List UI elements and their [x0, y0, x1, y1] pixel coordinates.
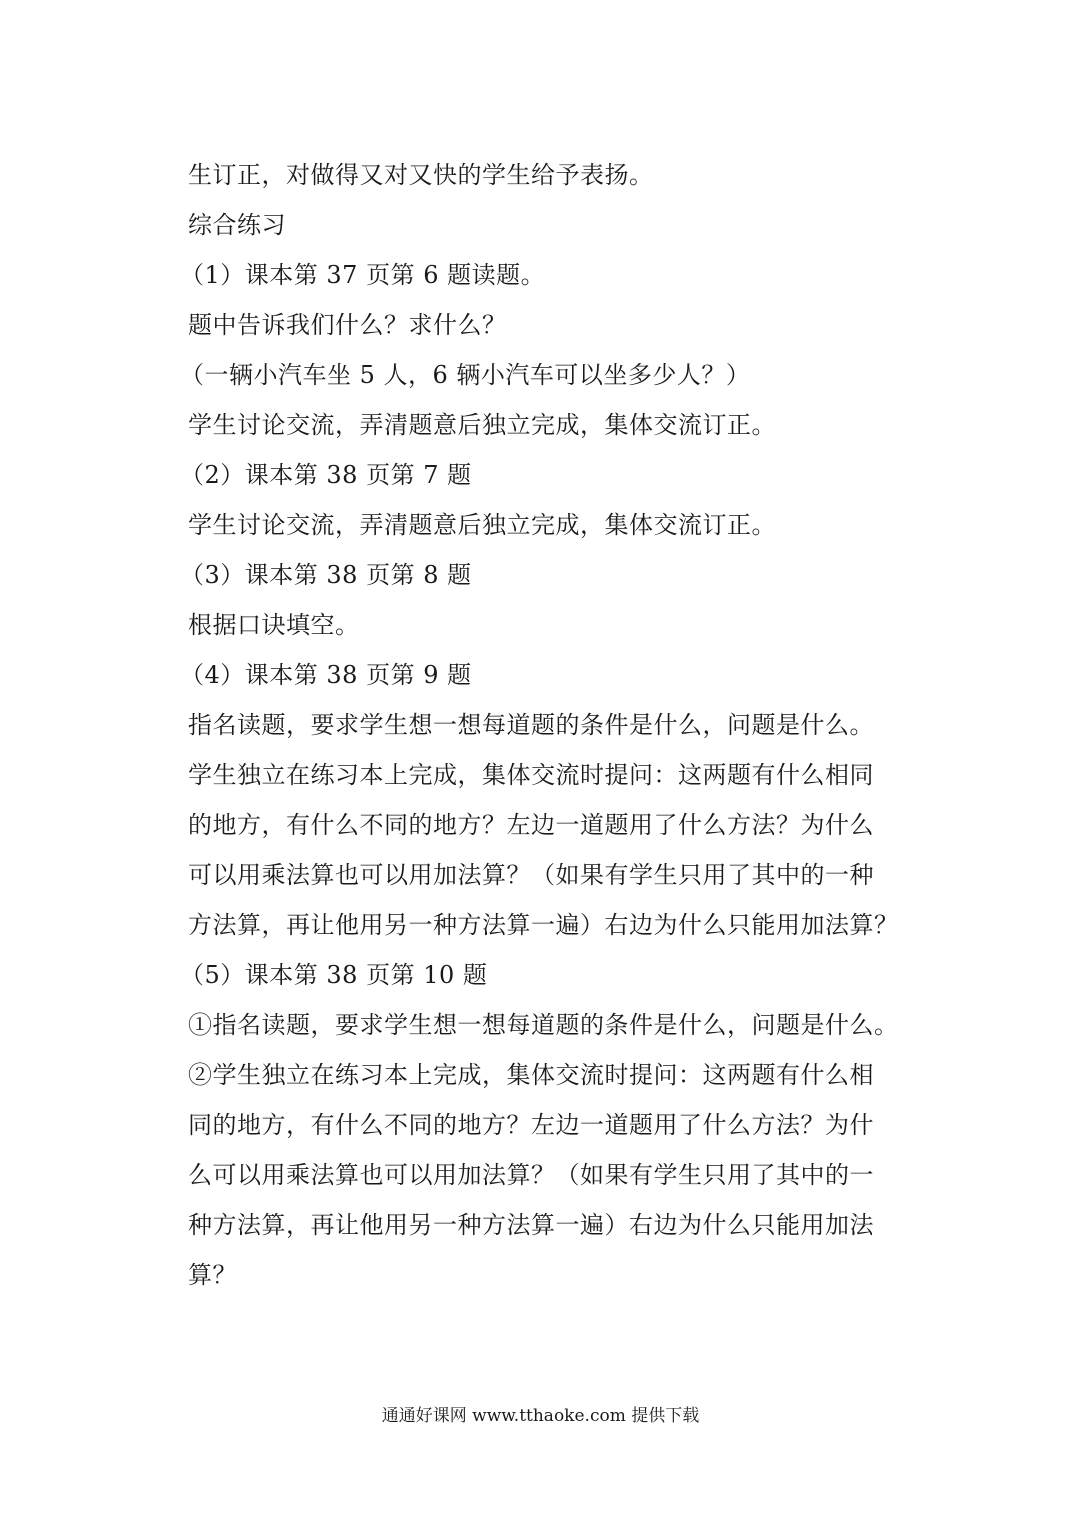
text-line: 学生讨论交流，弄清题意后独立完成，集体交流订正。 [188, 511, 776, 539]
document-body [180, 150, 908, 1300]
exercise-heading: （5）课本第 38 页第 10 题 [180, 961, 488, 989]
text-line: 的地方，有什么不同的地方？左边一道题用了什么方法？为什么 [188, 811, 874, 839]
text-line: 种方法算，再让他用另一种方法算一遍）右边为什么只能用加法 [188, 1211, 874, 1239]
text-line: 题中告诉我们什么？求什么？ [188, 311, 507, 339]
text-line: 根据口诀填空。 [188, 611, 360, 639]
page-footer: 通通好课网 www.tthaoke.com 提供下载 [381, 1406, 700, 1426]
text-line: 学生独立在练习本上完成，集体交流时提问：这两题有什么相同 [188, 761, 874, 789]
text-line: 方法算，再让他用另一种方法算一遍）右边为什么只能用加法算？ [188, 911, 899, 939]
text-line: （一辆小汽车坐 5 人，6 辆小汽车可以坐多少人？） [180, 361, 751, 389]
text-line: 指名读题，要求学生想一想每道题的条件是什么，问题是什么。 [188, 711, 874, 739]
exercise-heading: （4）课本第 38 页第 9 题 [180, 661, 472, 689]
text-line: 学生讨论交流，弄清题意后独立完成，集体交流订正。 [188, 411, 776, 439]
text-line: ①指名读题，要求学生想一想每道题的条件是什么，问题是什么。 [188, 1011, 899, 1039]
text-line: 可以用乘法算也可以用加法算？（如果有学生只用了其中的一种 [188, 861, 874, 889]
text-line: 算？ [188, 1261, 237, 1289]
exercise-heading: （3）课本第 38 页第 8 题 [180, 561, 472, 589]
section-heading: 综合练习 [188, 211, 286, 239]
text-line: 同的地方，有什么不同的地方？左边一道题用了什么方法？为什 [188, 1111, 874, 1139]
exercise-heading: （2）课本第 38 页第 7 题 [180, 461, 472, 489]
text-line: 么可以用乘法算也可以用加法算？（如果有学生只用了其中的一 [188, 1161, 874, 1189]
text-line: ②学生独立在练习本上完成，集体交流时提问：这两题有什么相 [188, 1061, 874, 1089]
text-line: 生订正，对做得又对又快的学生给予表扬。 [188, 161, 654, 189]
exercise-heading: （1）课本第 37 页第 6 题读题。 [180, 261, 546, 289]
